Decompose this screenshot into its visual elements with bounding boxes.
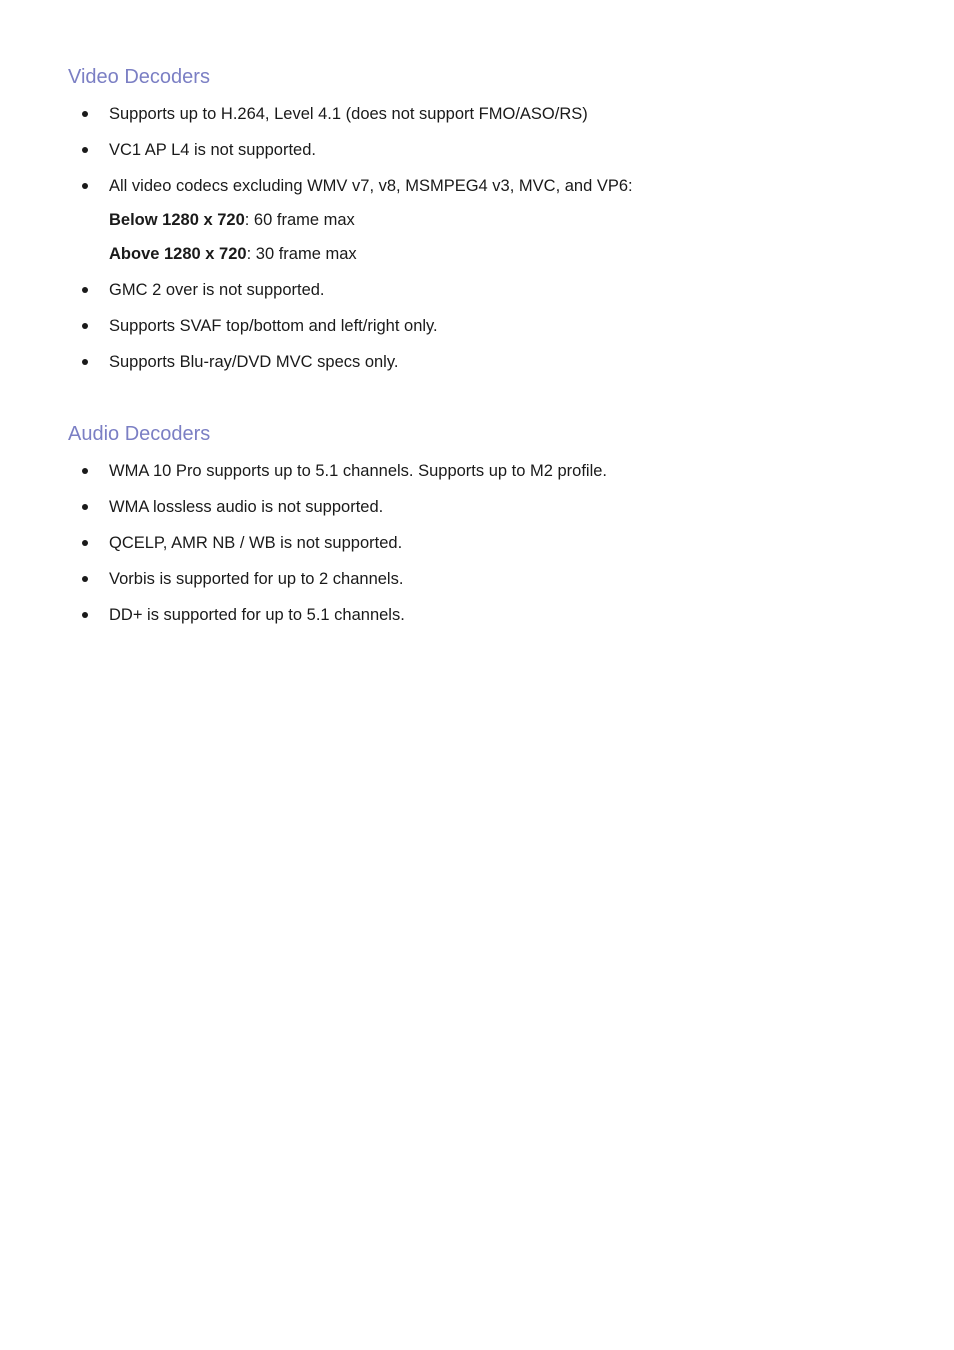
- video-decoders-section: [68, 64, 888, 388]
- list-item-text: Supports SVAF top/bottom and left/right only.: [109, 317, 438, 335]
- list-item: [68, 140, 888, 160]
- list-item-text: All video codecs excluding WMV v7, v8, MSMPEG4 v3, MVC, and VP6:: [109, 177, 633, 195]
- frame-limit-line: [109, 244, 888, 264]
- list-item-text: QCELP, AMR NB / WB is not supported.: [109, 534, 403, 552]
- list-item-text: WMA 10 Pro supports up to 5.1 channels. Supports up to M2 profile.: [109, 462, 608, 480]
- frame-limit-line: [109, 210, 888, 230]
- bullet-icon: [82, 147, 88, 153]
- list-item: [68, 280, 888, 300]
- bullet-icon: [82, 323, 88, 329]
- bullet-icon: [82, 468, 88, 474]
- list-item: [68, 533, 888, 553]
- bullet-icon: [82, 111, 88, 117]
- bullet-icon: [82, 504, 88, 510]
- list-item-text: Supports Blu-ray/DVD MVC specs only.: [109, 353, 399, 371]
- frame-limit-label: Above 1280 x 720: [109, 245, 247, 263]
- list-item-text: VC1 AP L4 is not supported.: [109, 141, 316, 159]
- bullet-icon: [82, 540, 88, 546]
- list-item: [68, 176, 888, 264]
- list-item: [68, 569, 888, 589]
- bullet-icon: [82, 612, 88, 618]
- list-item-text: WMA lossless audio is not supported.: [109, 498, 384, 516]
- bullet-icon: [82, 359, 88, 365]
- audio-decoders-heading: Audio Decoders: [68, 423, 211, 445]
- audio-decoders-section: [68, 421, 888, 641]
- list-item-text: DD+ is supported for up to 5.1 channels.: [109, 606, 405, 624]
- list-item: [68, 497, 888, 517]
- frame-limit-value: : 30 frame max: [246, 245, 357, 263]
- frame-limit-label: Below 1280 x 720: [109, 211, 245, 229]
- bullet-icon: [82, 287, 88, 293]
- list-item: [68, 316, 888, 336]
- list-item-text: GMC 2 over is not supported.: [109, 281, 325, 299]
- frame-limit-value: : 60 frame max: [244, 211, 355, 229]
- list-item-text: Supports up to H.264, Level 4.1 (does not support FMO/ASO/RS): [109, 105, 588, 123]
- audio-decoders-list: [68, 461, 888, 625]
- video-decoders-list: [68, 104, 888, 372]
- list-item: [68, 605, 888, 625]
- bullet-icon: [82, 576, 88, 582]
- bullet-icon: [82, 183, 88, 189]
- list-item: [68, 461, 888, 481]
- list-item-text: Vorbis is supported for up to 2 channels.: [109, 570, 404, 588]
- video-decoders-heading: Video Decoders: [68, 66, 210, 88]
- list-item: [68, 104, 888, 124]
- list-item: [68, 352, 888, 372]
